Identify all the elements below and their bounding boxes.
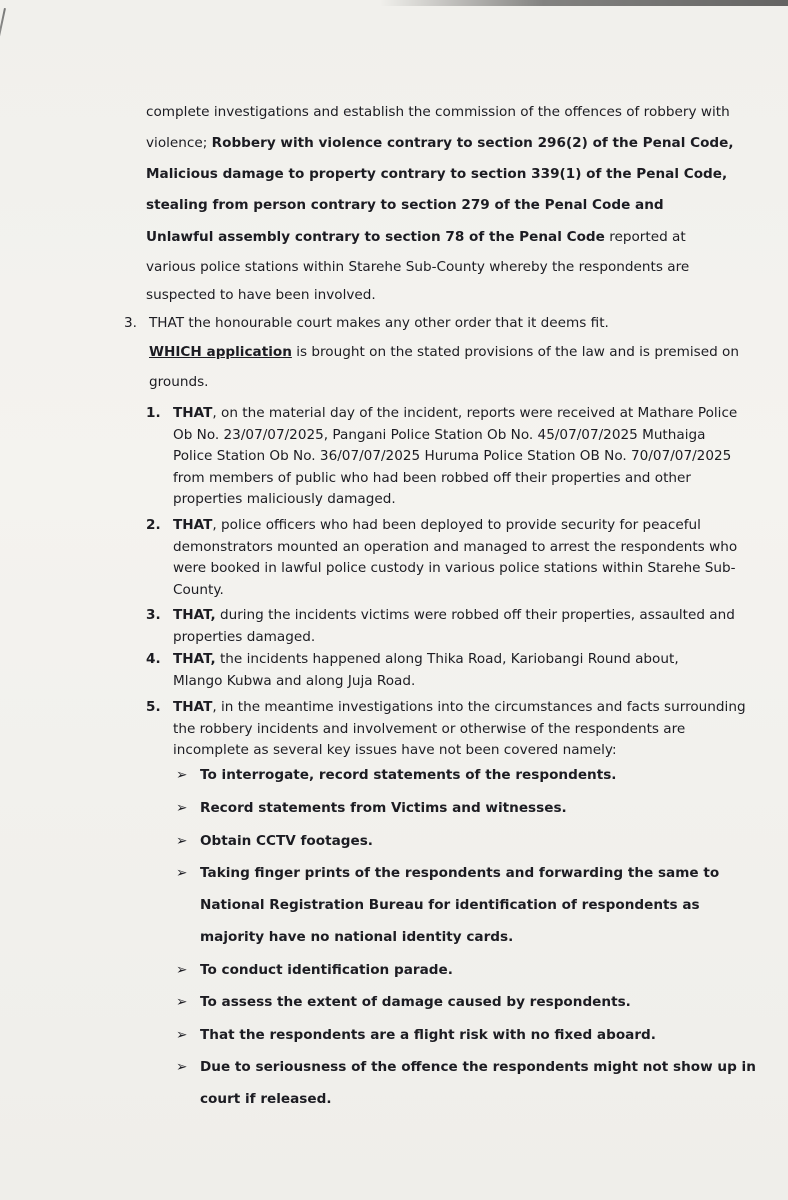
para-line: violence; Robbery with violence contrary to section 296(2) of the Penal Code, [146,135,734,151]
ground-line: demonstrators mounted an operation and managed to arrest the respondents who [173,538,738,555]
ground-line: Mlango Kubwa and along Juja Road. [173,672,416,689]
ground-line: the robbery incidents and involvement or otherwise of the respondents are [173,720,686,737]
bullet-arrow-icon: ➢ [176,962,188,978]
issue-line: To conduct identification parade. [200,962,453,978]
ground-line: THAT, in the meantime investigations into the circumstances and facts surrounding [173,699,746,715]
bullet-arrow-icon: ➢ [176,994,188,1010]
issue-line: To assess the extent of damage caused by respondents. [200,994,631,1010]
ground-number: 4. [146,651,161,667]
ground-line: County. [173,581,224,598]
para-line: Unlawful assembly contrary to section 78 of the Penal Code reported at [146,229,686,245]
para-line: suspected to have been involved. [146,287,376,303]
bullet-arrow-icon: ➢ [176,833,188,849]
issue-line: To interrogate, record statements of the respondents. [200,767,617,783]
ground-line: from members of public who had been robbed off their properties and other [173,469,691,486]
bullet-arrow-icon: ➢ [176,1027,188,1043]
ground-line: were booked in lawful police custody in various police stations within Starehe Sub- [173,560,736,576]
issue-line: Taking finger prints of the respondents and forwarding the same to [200,865,720,881]
which-line: grounds. [149,374,209,390]
issue-line: That the respondents are a flight risk with no fixed aboard. [200,1027,656,1043]
page-top-shadow [380,0,788,6]
item-text: THAT the honourable court makes any other order that it deems fit. [149,315,609,331]
ground-line: Ob No. 23/07/07/2025, Pangani Police Station Ob No. 45/07/07/2025 Muthaiga [173,426,706,443]
bullet-arrow-icon: ➢ [176,800,188,816]
ground-line: THAT, during the incidents victims were robbed off their properties, assaulted and [173,607,735,623]
ground-line: Police Station Ob No. 36/07/07/2025 Huruma Police Station OB No. 70/07/07/2025 [173,448,732,464]
bullet-arrow-icon: ➢ [176,767,188,783]
bullet-arrow-icon: ➢ [176,1059,188,1075]
item-number: 3. [124,315,137,331]
page-edge-mark [0,8,6,155]
which-line: WHICH application is brought on the stated provisions of the law and is premised on [149,344,739,360]
issue-line: Obtain CCTV footages. [200,833,373,849]
issue-line: majority have no national identity cards. [200,929,514,945]
issue-line: Due to seriousness of the offence the respondents might not show up in [200,1059,756,1075]
ground-line: incomplete as several key issues have not been covered namely: [173,742,617,758]
ground-line: properties damaged. [173,628,316,645]
issue-line: Record statements from Victims and witnesses. [200,800,567,816]
ground-number: 2. [146,517,161,533]
para-line: Malicious damage to property contrary to section 339(1) of the Penal Code, [146,166,728,182]
ground-line: THAT, on the material day of the incident, reports were received at Mathare Police [173,405,738,421]
ground-number: 5. [146,699,161,715]
ground-number: 3. [146,607,161,623]
para-line: complete investigations and establish the commission of the offences of robbery with [146,104,730,120]
ground-line: properties maliciously damaged. [173,491,396,507]
ground-line: THAT, the incidents happened along Thika Road, Kariobangi Round about, [173,651,679,667]
ground-number: 1. [146,405,161,421]
issue-line: National Registration Bureau for identification of respondents as [200,897,700,913]
issue-line: court if released. [200,1091,332,1107]
ground-line: THAT, police officers who had been deployed to provide security for peaceful [173,517,701,533]
bullet-arrow-icon: ➢ [176,865,188,881]
para-line: various police stations within Starehe Sub-County whereby the respondents are [146,259,690,275]
para-line: stealing from person contrary to section 279 of the Penal Code and [146,197,664,213]
